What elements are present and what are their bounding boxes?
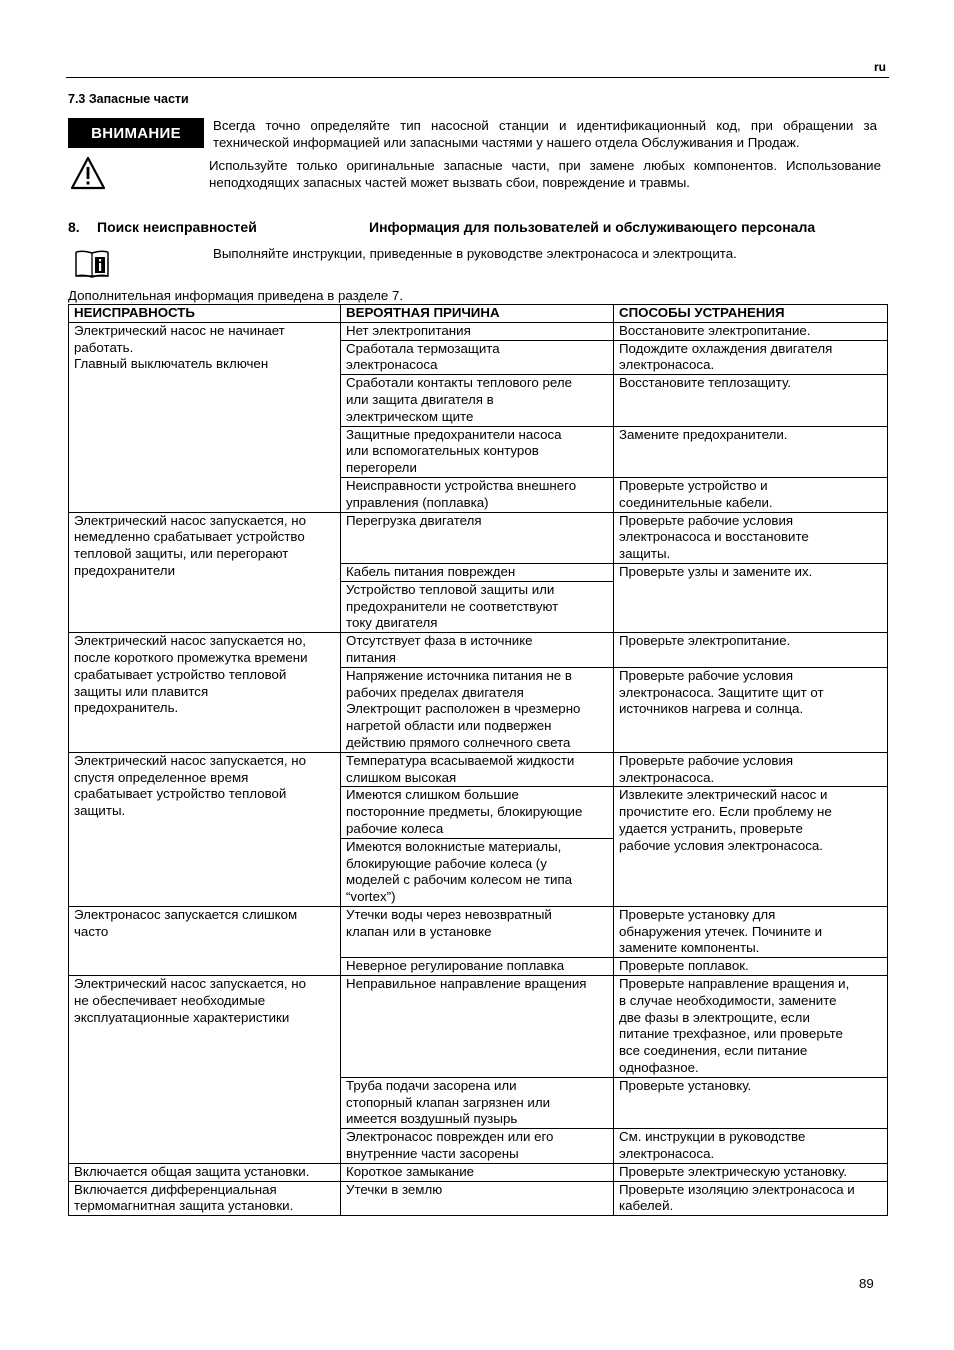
warning-text-1: Всегда точно определяйте тип насосной станции и идентификационный код, при обращении за технической информацией или запасными частями у нашего отдела Обслуживания и Продаж.	[213, 118, 877, 150]
table-header-row	[69, 305, 888, 323]
remedy-cell: Проверьте рабочие условия электронасоса и восстановите защиты.	[614, 512, 888, 563]
table-row	[69, 633, 888, 668]
cause-cell: Неверное регулирование поплавка	[341, 958, 614, 976]
remedy-cell: Подождите охлаждения двигателя электронасоса.	[614, 340, 888, 375]
fault-cell: Электрический насос запускается, но немедленно срабатывает устройство тепловой защиты, или перегорают предохранители	[69, 512, 341, 633]
remedy-cell: Проверьте рабочие условия электронасоса.	[614, 752, 888, 787]
cause-cell: Имеются слишком большие посторонние предметы, блокирующие рабочие колеса	[341, 787, 614, 838]
manual-info-icon	[74, 249, 110, 279]
cause-cell: Устройство тепловой защиты или предохранители не соответствуют току двигателя	[341, 581, 614, 632]
cause-cell: Утечки воды через невозвратный клапан или в установке	[341, 906, 614, 957]
language-code: ru	[874, 60, 886, 74]
table-row	[69, 512, 888, 563]
fault-cell: Включается дифференциальная термомагнитная защита установки.	[69, 1181, 341, 1216]
table-row	[69, 1181, 888, 1216]
cause-cell: Труба подачи засорена или стопорный клапан загрязнен или имеется воздушный пузырь	[341, 1077, 614, 1128]
cause-cell: Перегрузка двигателя	[341, 512, 614, 563]
cause-cell: Отсутствует фаза в источнике питания	[341, 633, 614, 668]
remedy-cell: Проверьте рабочие условия электронасоса. Защитите щит от источников нагрева и солнца.	[614, 667, 888, 752]
warning-triangle-icon	[70, 156, 106, 190]
cause-cell: Кабель питания поврежден	[341, 563, 614, 581]
remedy-cell: Восстановите электропитание.	[614, 322, 888, 340]
remedy-cell: Проверьте направление вращения и, в случае необходимости, замените две фазы в электрощите, если питание трехфазное, или проверьте все соединения, если питание однофазное.	[614, 976, 888, 1078]
cause-cell: Электронасос поврежден или его внутренние части засорены	[341, 1129, 614, 1164]
remedy-cell: Проверьте узлы и замените их.	[614, 563, 888, 632]
header-fault: НЕИСПРАВНОСТЬ	[69, 305, 341, 323]
warning-text-2: Используйте только оригинальные запасные части, при замене любых компонентов. Использование неподходящих запасных частей может вызвать сбои, повреждение и травмы.	[209, 158, 881, 190]
section-8-audience: Информация для пользователей и обслуживающего персонала	[369, 219, 816, 235]
remedy-cell: Замените предохранители.	[614, 426, 888, 477]
additional-info-text: Дополнительная информация приведена в разделе 7.	[68, 288, 404, 303]
cause-cell: Температура всасываемой жидкости слишком высокая	[341, 752, 614, 787]
remedy-cell: Проверьте изоляцию электронасоса и кабелей.	[614, 1181, 888, 1216]
remedy-cell: Проверьте электропитание.	[614, 633, 888, 668]
cause-cell: Сработали контакты теплового реле или защита двигателя в электрическом щите	[341, 375, 614, 426]
fault-cell: Электронасос запускается слишком часто	[69, 906, 341, 975]
cause-cell: Нет электропитания	[341, 322, 614, 340]
cause-cell: Неисправности устройства внешнего управления (поплавка)	[341, 477, 614, 512]
fault-cell: Включается общая защита установки.	[69, 1163, 341, 1181]
remedy-cell: Восстановите теплозащиту.	[614, 375, 888, 426]
cause-cell: Имеются волокнистые материалы, блокирующие рабочие колеса (у моделей с рабочим колесом не типа “vortex”)	[341, 838, 614, 906]
table-row	[69, 906, 888, 957]
header-remedy: СПОСОБЫ УСТРАНЕНИЯ	[614, 305, 888, 323]
instruction-text: Выполняйте инструкции, приведенные в руководстве электронасоса и электрощита.	[213, 246, 737, 261]
cause-cell: Утечки в землю	[341, 1181, 614, 1216]
cause-cell: Неправильное направление вращения	[341, 976, 614, 1078]
remedy-cell: Извлеките электрический насос и прочистите его. Если проблему не удается устранить, проверьте рабочие условия электронасоса.	[614, 787, 888, 907]
section-8-title: Поиск неисправностей	[97, 219, 257, 235]
remedy-cell: Проверьте устройство и соединительные кабели.	[614, 477, 888, 512]
remedy-cell: Проверьте электрическую установку.	[614, 1163, 888, 1181]
fault-cell: Электрический насос запускается но, после короткого промежутка времени срабатывает устройство тепловой защиты или плавится предохранитель.	[69, 633, 341, 753]
fault-cell: Электрический насос запускается, но не обеспечивает необходимые эксплуатационные характеристики	[69, 976, 341, 1164]
section-7-3-title: 7.3 Запасные части	[68, 92, 189, 106]
remedy-cell: Проверьте установку.	[614, 1077, 888, 1128]
section-8-number: 8.	[68, 219, 80, 235]
table-row	[69, 322, 888, 340]
warning-badge: ВНИМАНИЕ	[68, 118, 204, 148]
header-rule	[66, 77, 889, 78]
cause-cell: Сработала термозащита электронасоса	[341, 340, 614, 375]
table-row	[69, 976, 888, 1078]
cause-cell: Короткое замыкание	[341, 1163, 614, 1181]
table-row	[69, 1163, 888, 1181]
troubleshooting-table	[68, 304, 888, 1216]
fault-cell: Электрический насос запускается, но спустя определенное время срабатывает устройство тепловой защиты.	[69, 752, 341, 906]
table-row	[69, 752, 888, 787]
header-cause: ВЕРОЯТНАЯ ПРИЧИНА	[341, 305, 614, 323]
cause-cell: Напряжение источника питания не в рабочих пределах двигателя Электрощит расположен в чрезмерно нагретой области или подвержен действию прямого солнечного света	[341, 667, 614, 752]
remedy-cell: Проверьте поплавок.	[614, 958, 888, 976]
page-number: 89	[859, 1276, 874, 1291]
remedy-cell: Проверьте установку для обнаружения утечек. Почините и замените компоненты.	[614, 906, 888, 957]
fault-cell: Электрический насос не начинает работать. Главный выключатель включен	[69, 322, 341, 512]
remedy-cell: См. инструкции в руководстве электронасоса.	[614, 1129, 888, 1164]
cause-cell: Защитные предохранители насоса или вспомогательных контуров перегорели	[341, 426, 614, 477]
